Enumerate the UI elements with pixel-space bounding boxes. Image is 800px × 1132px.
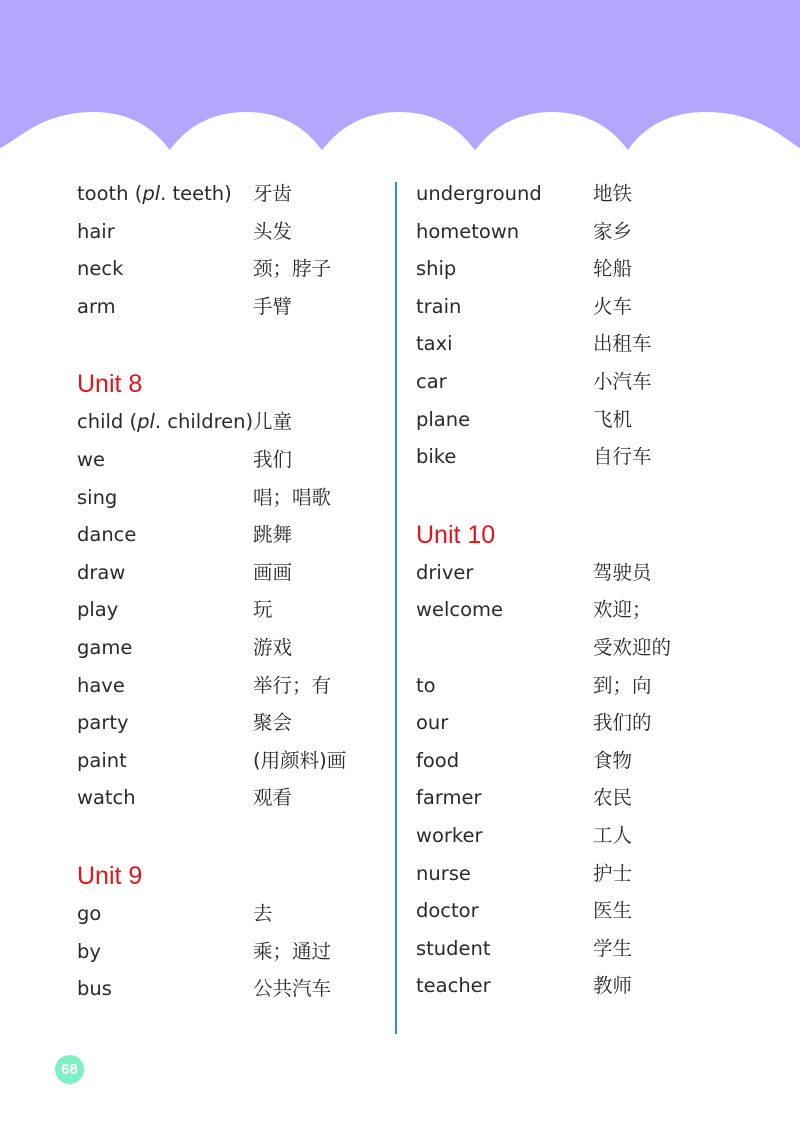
page-number-badge: 68 xyxy=(55,1055,84,1084)
vocab-row xyxy=(416,629,736,667)
word-en: student xyxy=(416,936,491,960)
vocab-row xyxy=(416,591,736,629)
word-cn: 护士 xyxy=(593,861,633,885)
word-en: bike xyxy=(416,445,457,469)
word-en: go xyxy=(77,901,102,925)
word-en: underground xyxy=(416,182,542,205)
word-cn: 受欢迎的 xyxy=(593,635,672,659)
word-cn: 去 xyxy=(253,901,273,925)
word-en: welcome xyxy=(416,598,504,622)
word-en: our xyxy=(416,711,449,735)
vocab-row xyxy=(77,704,377,742)
vocab-row xyxy=(77,970,377,1008)
vocab-row xyxy=(77,403,377,441)
word-en: bus xyxy=(77,977,112,1001)
word-cn: 头发 xyxy=(253,219,293,243)
vocab-row xyxy=(416,288,736,326)
unit-8-heading: Unit 8 xyxy=(77,370,143,399)
word-en: draw xyxy=(77,560,126,584)
unit-10-heading: Unit 10 xyxy=(416,520,496,549)
vocab-row xyxy=(416,401,736,439)
word-en: hair xyxy=(77,219,115,243)
word-en: car xyxy=(416,369,447,393)
word-cn: 牙齿 xyxy=(253,182,293,205)
left-column xyxy=(77,175,377,1008)
word-en: taxi xyxy=(416,332,453,356)
word-cn: 家乡 xyxy=(593,219,633,243)
vocab-row xyxy=(77,554,377,592)
vocab-row xyxy=(77,175,377,213)
word-en: dance xyxy=(77,523,137,547)
word-en: tooth (pl. teeth) xyxy=(77,182,232,205)
word-en: driver xyxy=(416,560,474,584)
vocab-row xyxy=(77,629,377,667)
vocab-row xyxy=(416,175,736,213)
vocab-row xyxy=(416,438,736,476)
vocab-row xyxy=(416,930,736,968)
banner-shape xyxy=(0,0,800,150)
word-cn: 学生 xyxy=(593,936,633,960)
word-en: have xyxy=(77,673,125,697)
word-en: to xyxy=(416,673,436,697)
word-en: teacher xyxy=(416,974,491,998)
vocab-row xyxy=(416,967,736,1005)
section-spacer xyxy=(416,476,736,516)
unit-9-heading: Unit 9 xyxy=(77,861,143,890)
right-column xyxy=(416,175,736,1005)
vocab-row xyxy=(416,213,736,251)
word-cn: 手臂 xyxy=(253,294,293,318)
word-en: paint xyxy=(77,748,127,772)
vocab-row xyxy=(416,250,736,288)
word-cn: 观看 xyxy=(253,786,293,810)
vocab-row xyxy=(77,250,377,288)
word-cn: 轮船 xyxy=(593,257,633,281)
vocab-row xyxy=(416,325,736,363)
word-cn: 火车 xyxy=(593,294,633,318)
word-cn: 我们的 xyxy=(593,711,652,735)
word-en: party xyxy=(77,711,129,735)
word-cn: 农民 xyxy=(593,786,633,810)
scalloped-header-banner xyxy=(0,0,800,160)
word-cn: 儿童 xyxy=(253,410,293,434)
word-cn: 跳舞 xyxy=(253,523,293,547)
vocab-row xyxy=(77,479,377,517)
word-en: ship xyxy=(416,257,457,281)
word-cn: 画画 xyxy=(253,560,293,584)
word-en: nurse xyxy=(416,861,471,885)
vocab-row xyxy=(416,817,736,855)
vocab-row xyxy=(77,288,377,326)
word-en: by xyxy=(77,939,101,963)
vocab-row xyxy=(77,591,377,629)
word-cn: 出租车 xyxy=(593,332,652,356)
vocab-row xyxy=(416,892,736,930)
word-cn: 聚会 xyxy=(253,711,293,735)
word-en: watch xyxy=(77,786,136,810)
vocab-row xyxy=(77,441,377,479)
word-en: worker xyxy=(416,823,483,847)
word-cn: 举行；有 xyxy=(253,673,332,697)
word-en: hometown xyxy=(416,219,520,243)
word-cn: 我们 xyxy=(253,447,293,471)
word-cn: (用颜料)画 xyxy=(253,748,347,772)
vocab-row xyxy=(77,742,377,780)
word-cn: 公共汽车 xyxy=(253,977,332,1001)
word-cn: 玩 xyxy=(253,598,273,622)
word-cn: 驾驶员 xyxy=(593,560,652,584)
word-cn: 到；向 xyxy=(593,673,652,697)
word-cn: 颈；脖子 xyxy=(253,257,332,281)
section-spacer xyxy=(77,325,377,365)
vocab-row xyxy=(416,363,736,401)
word-en: doctor xyxy=(416,899,479,923)
word-en: food xyxy=(416,748,460,772)
vocab-row xyxy=(77,779,377,817)
vocab-row xyxy=(77,933,377,971)
word-en: play xyxy=(77,598,119,622)
word-en: child (pl. children) xyxy=(77,410,254,434)
vocab-row xyxy=(416,779,736,817)
word-en: neck xyxy=(77,257,124,281)
word-cn: 工人 xyxy=(593,823,633,847)
section-spacer xyxy=(77,817,377,857)
vocab-row xyxy=(77,667,377,705)
word-cn: 乘；通过 xyxy=(253,939,332,963)
word-cn: 医生 xyxy=(593,899,633,923)
vocab-row xyxy=(416,704,736,742)
word-cn: 欢迎； xyxy=(593,598,652,622)
word-cn: 地铁 xyxy=(593,182,633,205)
word-cn: 自行车 xyxy=(593,445,652,469)
vocab-row xyxy=(77,213,377,251)
vocab-row xyxy=(77,516,377,554)
vocab-row xyxy=(416,742,736,780)
word-en: plane xyxy=(416,407,471,431)
word-cn: 小汽车 xyxy=(593,369,652,393)
vocab-row xyxy=(77,895,377,933)
word-cn: 游戏 xyxy=(253,635,293,659)
column-divider xyxy=(395,182,397,1034)
word-cn: 食物 xyxy=(593,748,633,772)
vocab-row xyxy=(416,554,736,592)
vocab-row xyxy=(416,667,736,705)
word-en: we xyxy=(77,447,105,471)
word-cn: 教师 xyxy=(593,974,633,998)
word-en: sing xyxy=(77,485,118,509)
word-cn: 飞机 xyxy=(593,407,633,431)
word-en: arm xyxy=(77,294,116,318)
vocab-row xyxy=(416,855,736,893)
word-en: train xyxy=(416,294,462,318)
word-cn: 唱；唱歌 xyxy=(253,485,332,509)
word-en: game xyxy=(77,635,133,659)
word-en: farmer xyxy=(416,786,482,810)
